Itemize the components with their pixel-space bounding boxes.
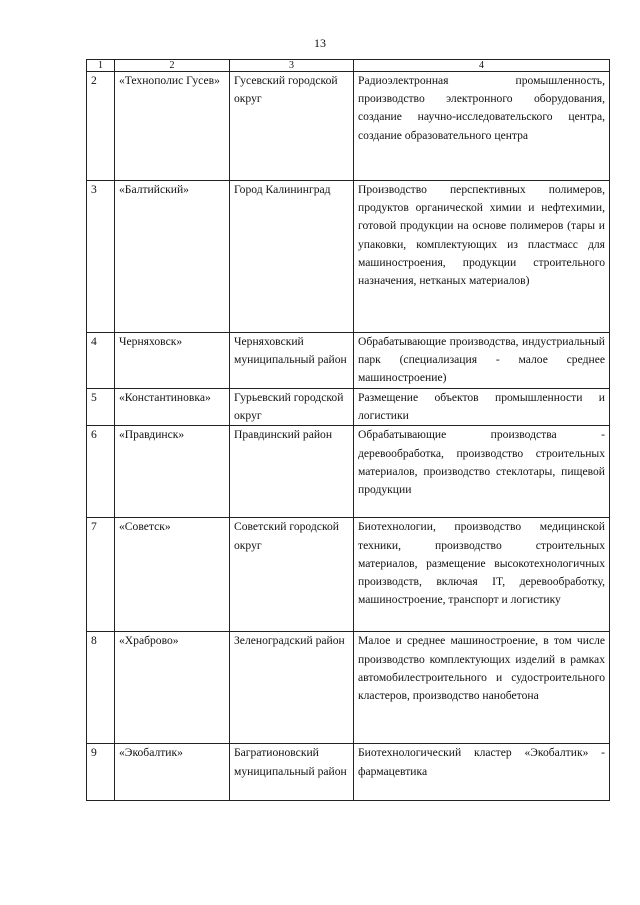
zone-description: Малое и среднее машиностроение, в том числе производство комплектующих изделий в рамках автомобилестроительного и судостроительного кластеров, производство нанобетона: [354, 632, 610, 744]
zone-description: Обрабатывающие производства, индустриальный парк (специализация - малое среднее машиностроение): [354, 333, 610, 389]
column-header: 1: [87, 60, 115, 72]
row-number: 9: [87, 744, 115, 801]
table-row: [87, 72, 610, 181]
zone-territory: Гусевский городской округ: [230, 72, 354, 181]
zone-name: «Балтийский»: [115, 181, 230, 333]
zones-table: [86, 59, 610, 801]
zone-name: «Технополис Гусев»: [115, 72, 230, 181]
zone-territory: Багратионовский муниципальный район: [230, 744, 354, 801]
table-row: [87, 744, 610, 801]
zone-name: «Советск»: [115, 518, 230, 632]
zone-name: «Константиновка»: [115, 389, 230, 426]
table-row: [87, 632, 610, 744]
zone-name: «Храброво»: [115, 632, 230, 744]
table-row: [87, 181, 610, 333]
row-number: 2: [87, 72, 115, 181]
page-number: 13: [314, 36, 326, 50]
zone-territory: Правдинский район: [230, 426, 354, 518]
row-number: 4: [87, 333, 115, 389]
zone-territory: Советский городской округ: [230, 518, 354, 632]
table-row: [87, 389, 610, 426]
zone-description: Биотехнологический кластер «Экобалтик» - фармацевтика: [354, 744, 610, 801]
zone-description: Размещение объектов промышленности и логистики: [354, 389, 610, 426]
row-number: 5: [87, 389, 115, 426]
table-row: [87, 333, 610, 389]
zone-description: Биотехнологии, производство медицинской техники, производство строительных материалов, размещение высокотехнологичных производств, включая IT, деревообработку, машиностроение, транспорт и логистику: [354, 518, 610, 632]
zone-description: Обрабатывающие производства - деревообработка, производство строительных материалов, производство стеклотары, пищевой продукции: [354, 426, 610, 518]
row-number: 3: [87, 181, 115, 333]
zone-name: «Экобалтик»: [115, 744, 230, 801]
column-header: 2: [115, 60, 230, 72]
zone-description: Производство перспективных полимеров, продуктов органической химии и нефтехимии, готовой продукции на основе полимеров (тары и упаковки, комплектующих из пластмасс для машиностроения, продукции строительного назначения, нетканых материалов): [354, 181, 610, 333]
row-number: 7: [87, 518, 115, 632]
row-number: 6: [87, 426, 115, 518]
column-header: 3: [230, 60, 354, 72]
table-row: [87, 518, 610, 632]
zone-territory: Город Калининград: [230, 181, 354, 333]
table-row: [87, 426, 610, 518]
zone-territory: Зеленоградский район: [230, 632, 354, 744]
zone-name: «Правдинск»: [115, 426, 230, 518]
row-number: 8: [87, 632, 115, 744]
zone-description: Радиоэлектронная промышленность, производство электронного оборудования, создание научно-исследовательского центра, создание образовательного центра: [354, 72, 610, 181]
zone-territory: Гурьевский городской округ: [230, 389, 354, 426]
column-header: 4: [354, 60, 610, 72]
table-header-row: [87, 60, 610, 72]
zone-territory: Черняховский муниципальный район: [230, 333, 354, 389]
zone-name: Черняховск»: [115, 333, 230, 389]
